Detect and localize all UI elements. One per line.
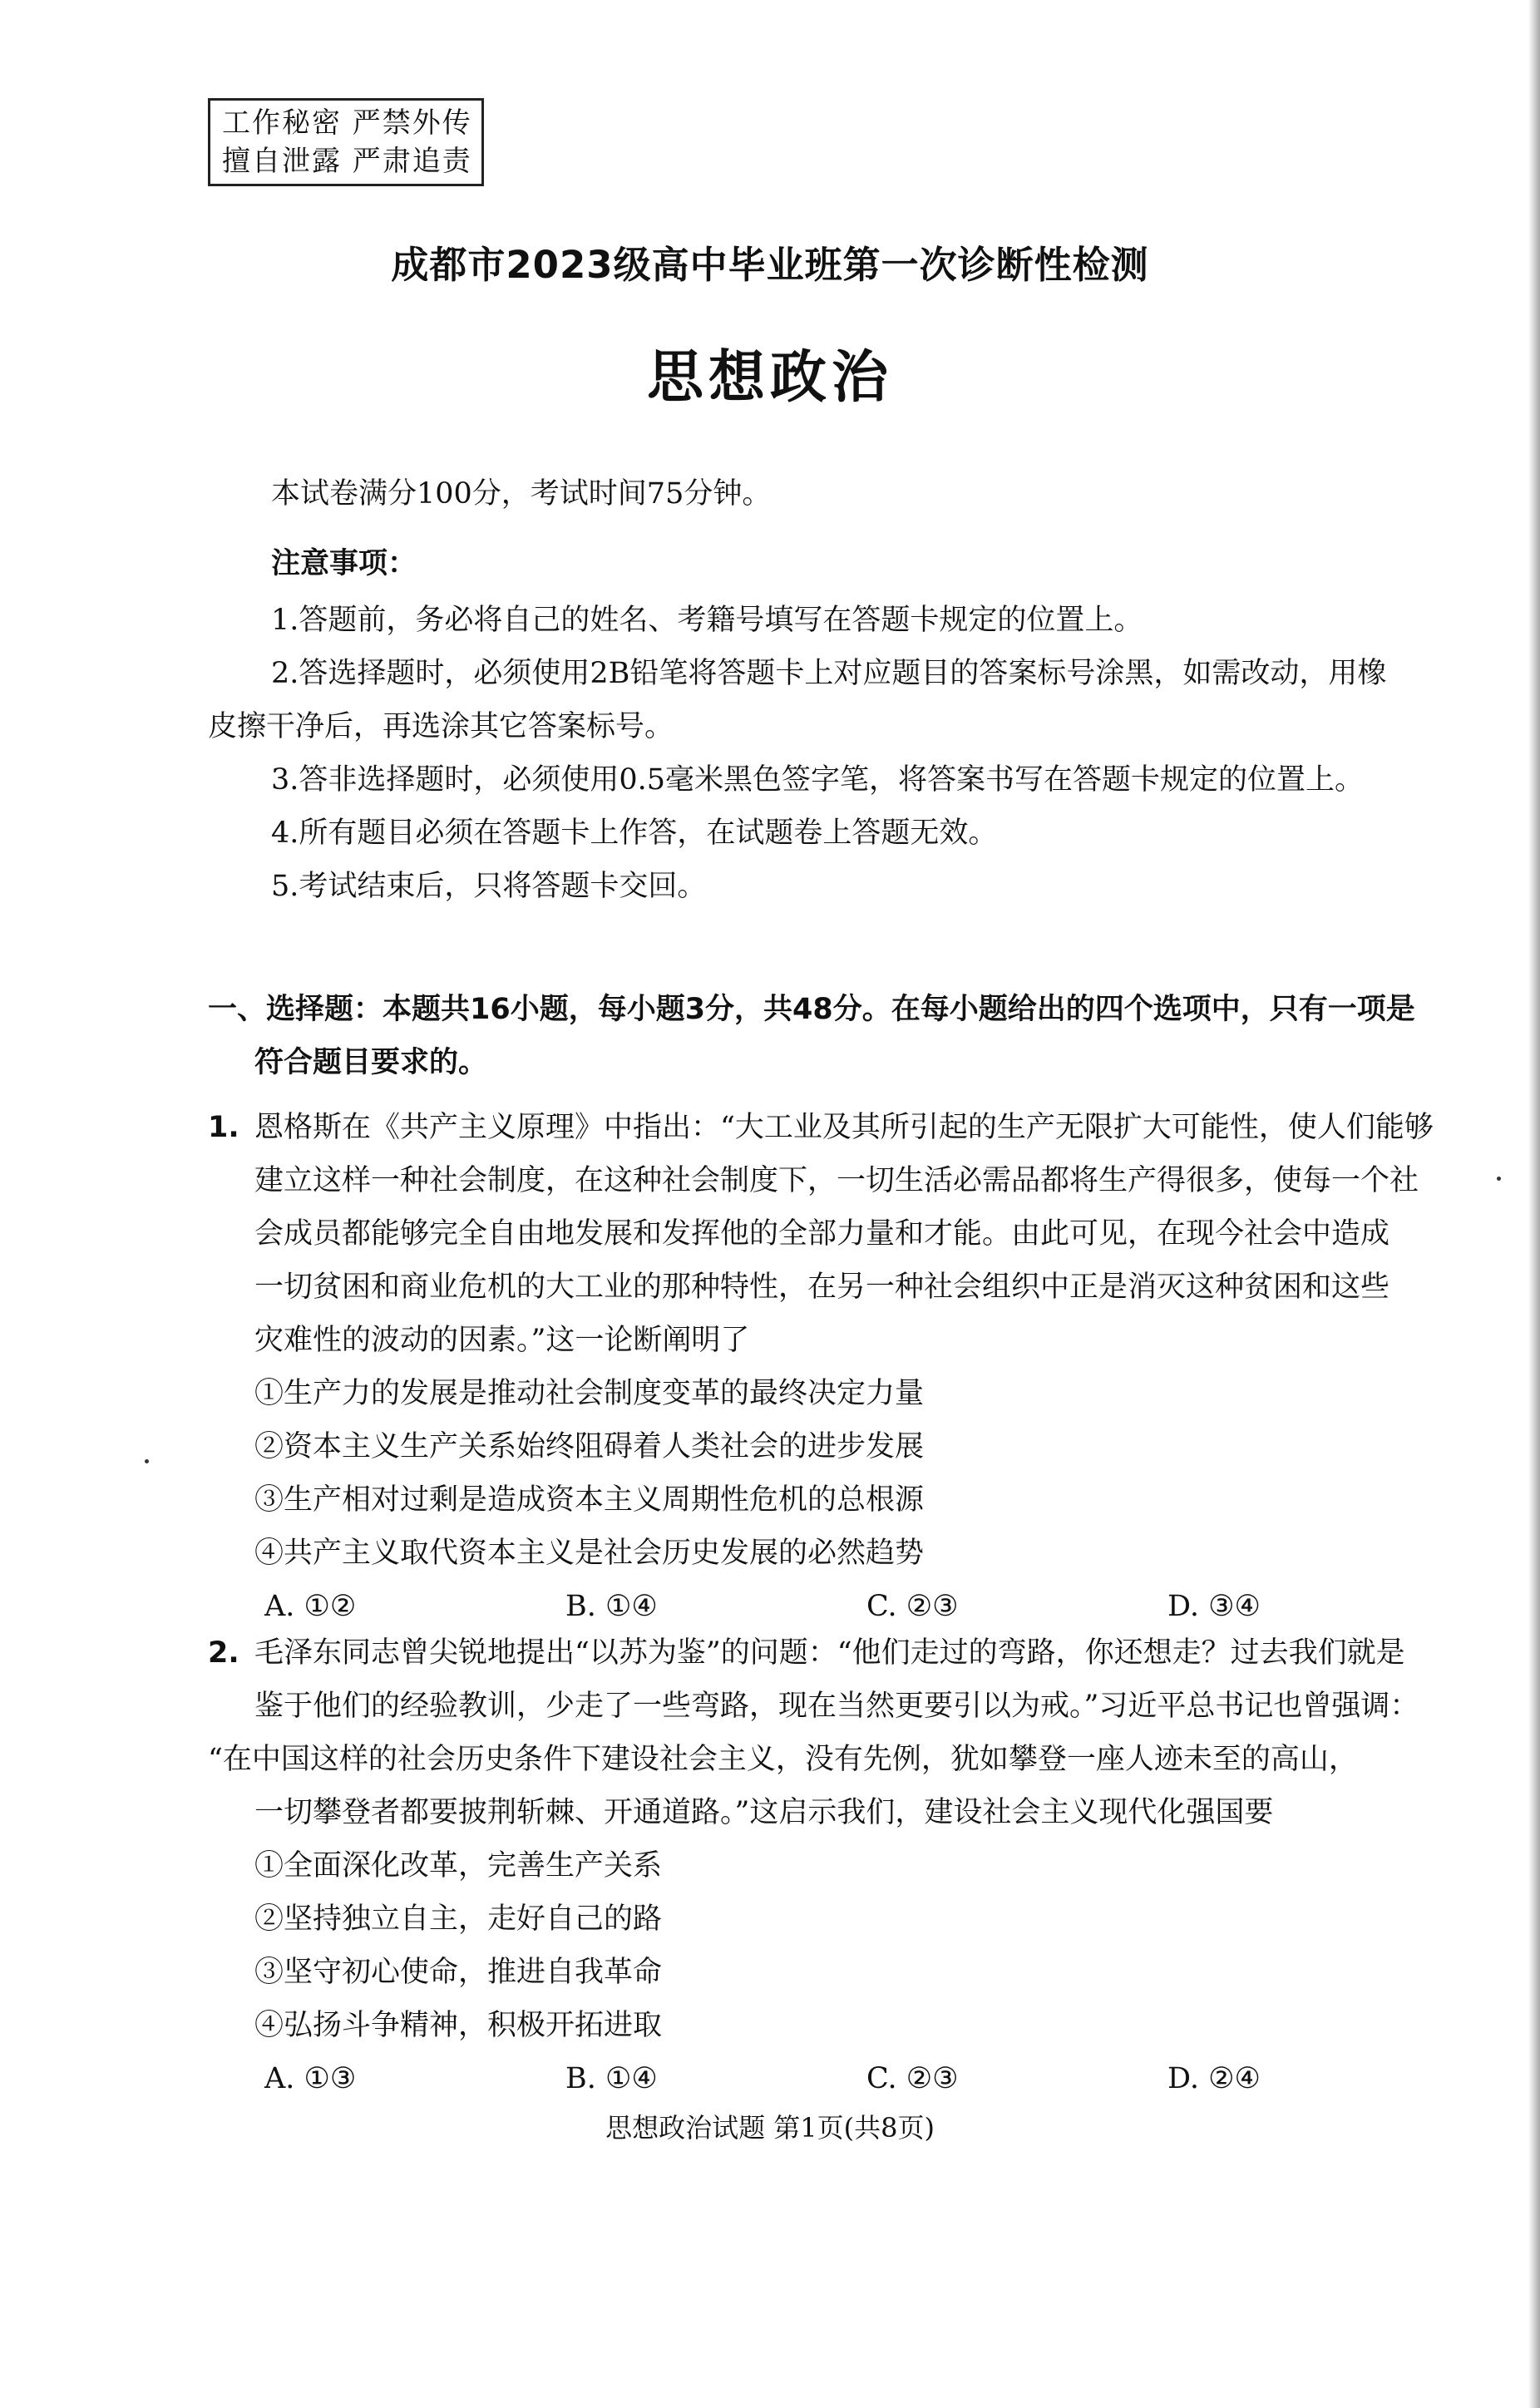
- choice-c: C. ②③: [866, 2062, 959, 2095]
- confidential-line-1: 工作秘密 严禁外传: [222, 106, 472, 140]
- section-heading-cont: 符合题目要求的。: [254, 1046, 488, 1079]
- note-line: 4.所有题目必须在答题卡上作答，在试题卷上答题无效。: [271, 817, 998, 850]
- scan-speck: [1497, 1177, 1501, 1181]
- choice-d: D. ③④: [1167, 1590, 1261, 1623]
- statement: ③生产相对过剩是造成资本主义周期性危机的总根源: [254, 1483, 925, 1517]
- question-stem-line: 鉴于他们的经验教训，少走了一些弯路，现在当然更要引以为戒。”习近平总书记也曾强调：: [254, 1690, 1419, 1723]
- choice-a: A. ①③: [264, 2062, 357, 2095]
- confidential-line-2: 擅自泄露 严肃追责: [222, 145, 472, 178]
- question-stem-line: 会成员都能够完全自由地发展和发挥他的全部力量和才能。由此可见，在现今社会中造成: [254, 1217, 1390, 1251]
- subject-title: 思想政治: [646, 345, 893, 411]
- note-line: 3.答非选择题时，必须使用0.5毫米黑色签字笔，将答案书写在答题卡规定的位置上。: [271, 763, 1365, 797]
- statement: ①生产力的发展是推动社会制度变革的最终决定力量: [254, 1377, 925, 1410]
- confidential-stamp: [208, 98, 484, 186]
- notes-heading: 注意事项：: [271, 547, 417, 580]
- choice-b: B. ①④: [565, 1590, 658, 1623]
- statement: ②资本主义生产关系始终阻碍着人类社会的进步发展: [254, 1430, 925, 1463]
- statement: ④弘扬斗争精神，积极开拓进取: [254, 2009, 663, 2042]
- question-stem-line: 一切贫困和商业危机的大工业的那种特性，在另一种社会组织中正是消灭这种贫困和这些: [254, 1271, 1390, 1304]
- choice-b: B. ①④: [565, 2062, 658, 2095]
- page-footer: 思想政治试题 第1页(共8页): [605, 2112, 935, 2144]
- scan-shadow-edge: [1528, 0, 1540, 2408]
- exam-title: 成都市2023级高中毕业班第一次诊断性检测: [391, 243, 1149, 287]
- question-stem-line: 毛泽东同志曾尖锐地提出“以苏为鉴”的问题：“他们走过的弯路，你还想走？过去我们就是: [254, 1636, 1405, 1670]
- choice-c: C. ②③: [866, 1590, 959, 1623]
- statement: ②坚持独立自主，走好自己的路: [254, 1902, 663, 1936]
- statement: ③坚守初心使命，推进自我革命: [254, 1956, 663, 1989]
- question-number: 2.: [208, 1636, 239, 1670]
- choice-d: D. ②④: [1167, 2062, 1261, 2095]
- statement: ④共产主义取代资本主义是社会历史发展的必然趋势: [254, 1537, 925, 1570]
- note-line: 2.答选择题时，必须使用2B铅笔将答题卡上对应题目的答案标号涂黑，如需改动，用橡: [271, 657, 1387, 690]
- note-line: 1.答题前，务必将自己的姓名、考籍号填写在答题卡规定的位置上。: [271, 604, 1143, 637]
- exam-intro: 本试卷满分100分，考试时间75分钟。: [271, 477, 772, 511]
- question-stem-line: “在中国这样的社会历史条件下建设社会主义，没有先例，犹如攀登一座人迹未至的高山，: [208, 1743, 1358, 1776]
- choice-a: A. ①②: [264, 1590, 357, 1623]
- question-stem-line: 一切攀登者都要披荆斩棘、开通道路。”这启示我们，建设社会主义现代化强国要: [254, 1796, 1274, 1829]
- scan-speck: [145, 1459, 149, 1463]
- note-line: 5.考试结束后，只将答题卡交回。: [271, 870, 707, 903]
- question-stem-line: 恩格斯在《共产主义原理》中指出：“大工业及其所引起的生产无限扩大可能性，使人们能够: [254, 1111, 1434, 1144]
- section-heading: 一、选择题：本题共16小题，每小题3分，共48分。在每小题给出的四个选项中，只有一项是: [208, 993, 1415, 1026]
- question-number: 1.: [208, 1111, 239, 1144]
- note-line: 皮擦干净后，再选涂其它答案标号。: [208, 710, 674, 743]
- question-stem-line: 灾难性的波动的因素。”这一论断阐明了: [254, 1324, 750, 1357]
- statement: ①全面深化改革，完善生产关系: [254, 1849, 663, 1882]
- question-stem-line: 建立这样一种社会制度，在这种社会制度下，一切生活必需品都将生产得很多，使每一个社: [254, 1164, 1419, 1197]
